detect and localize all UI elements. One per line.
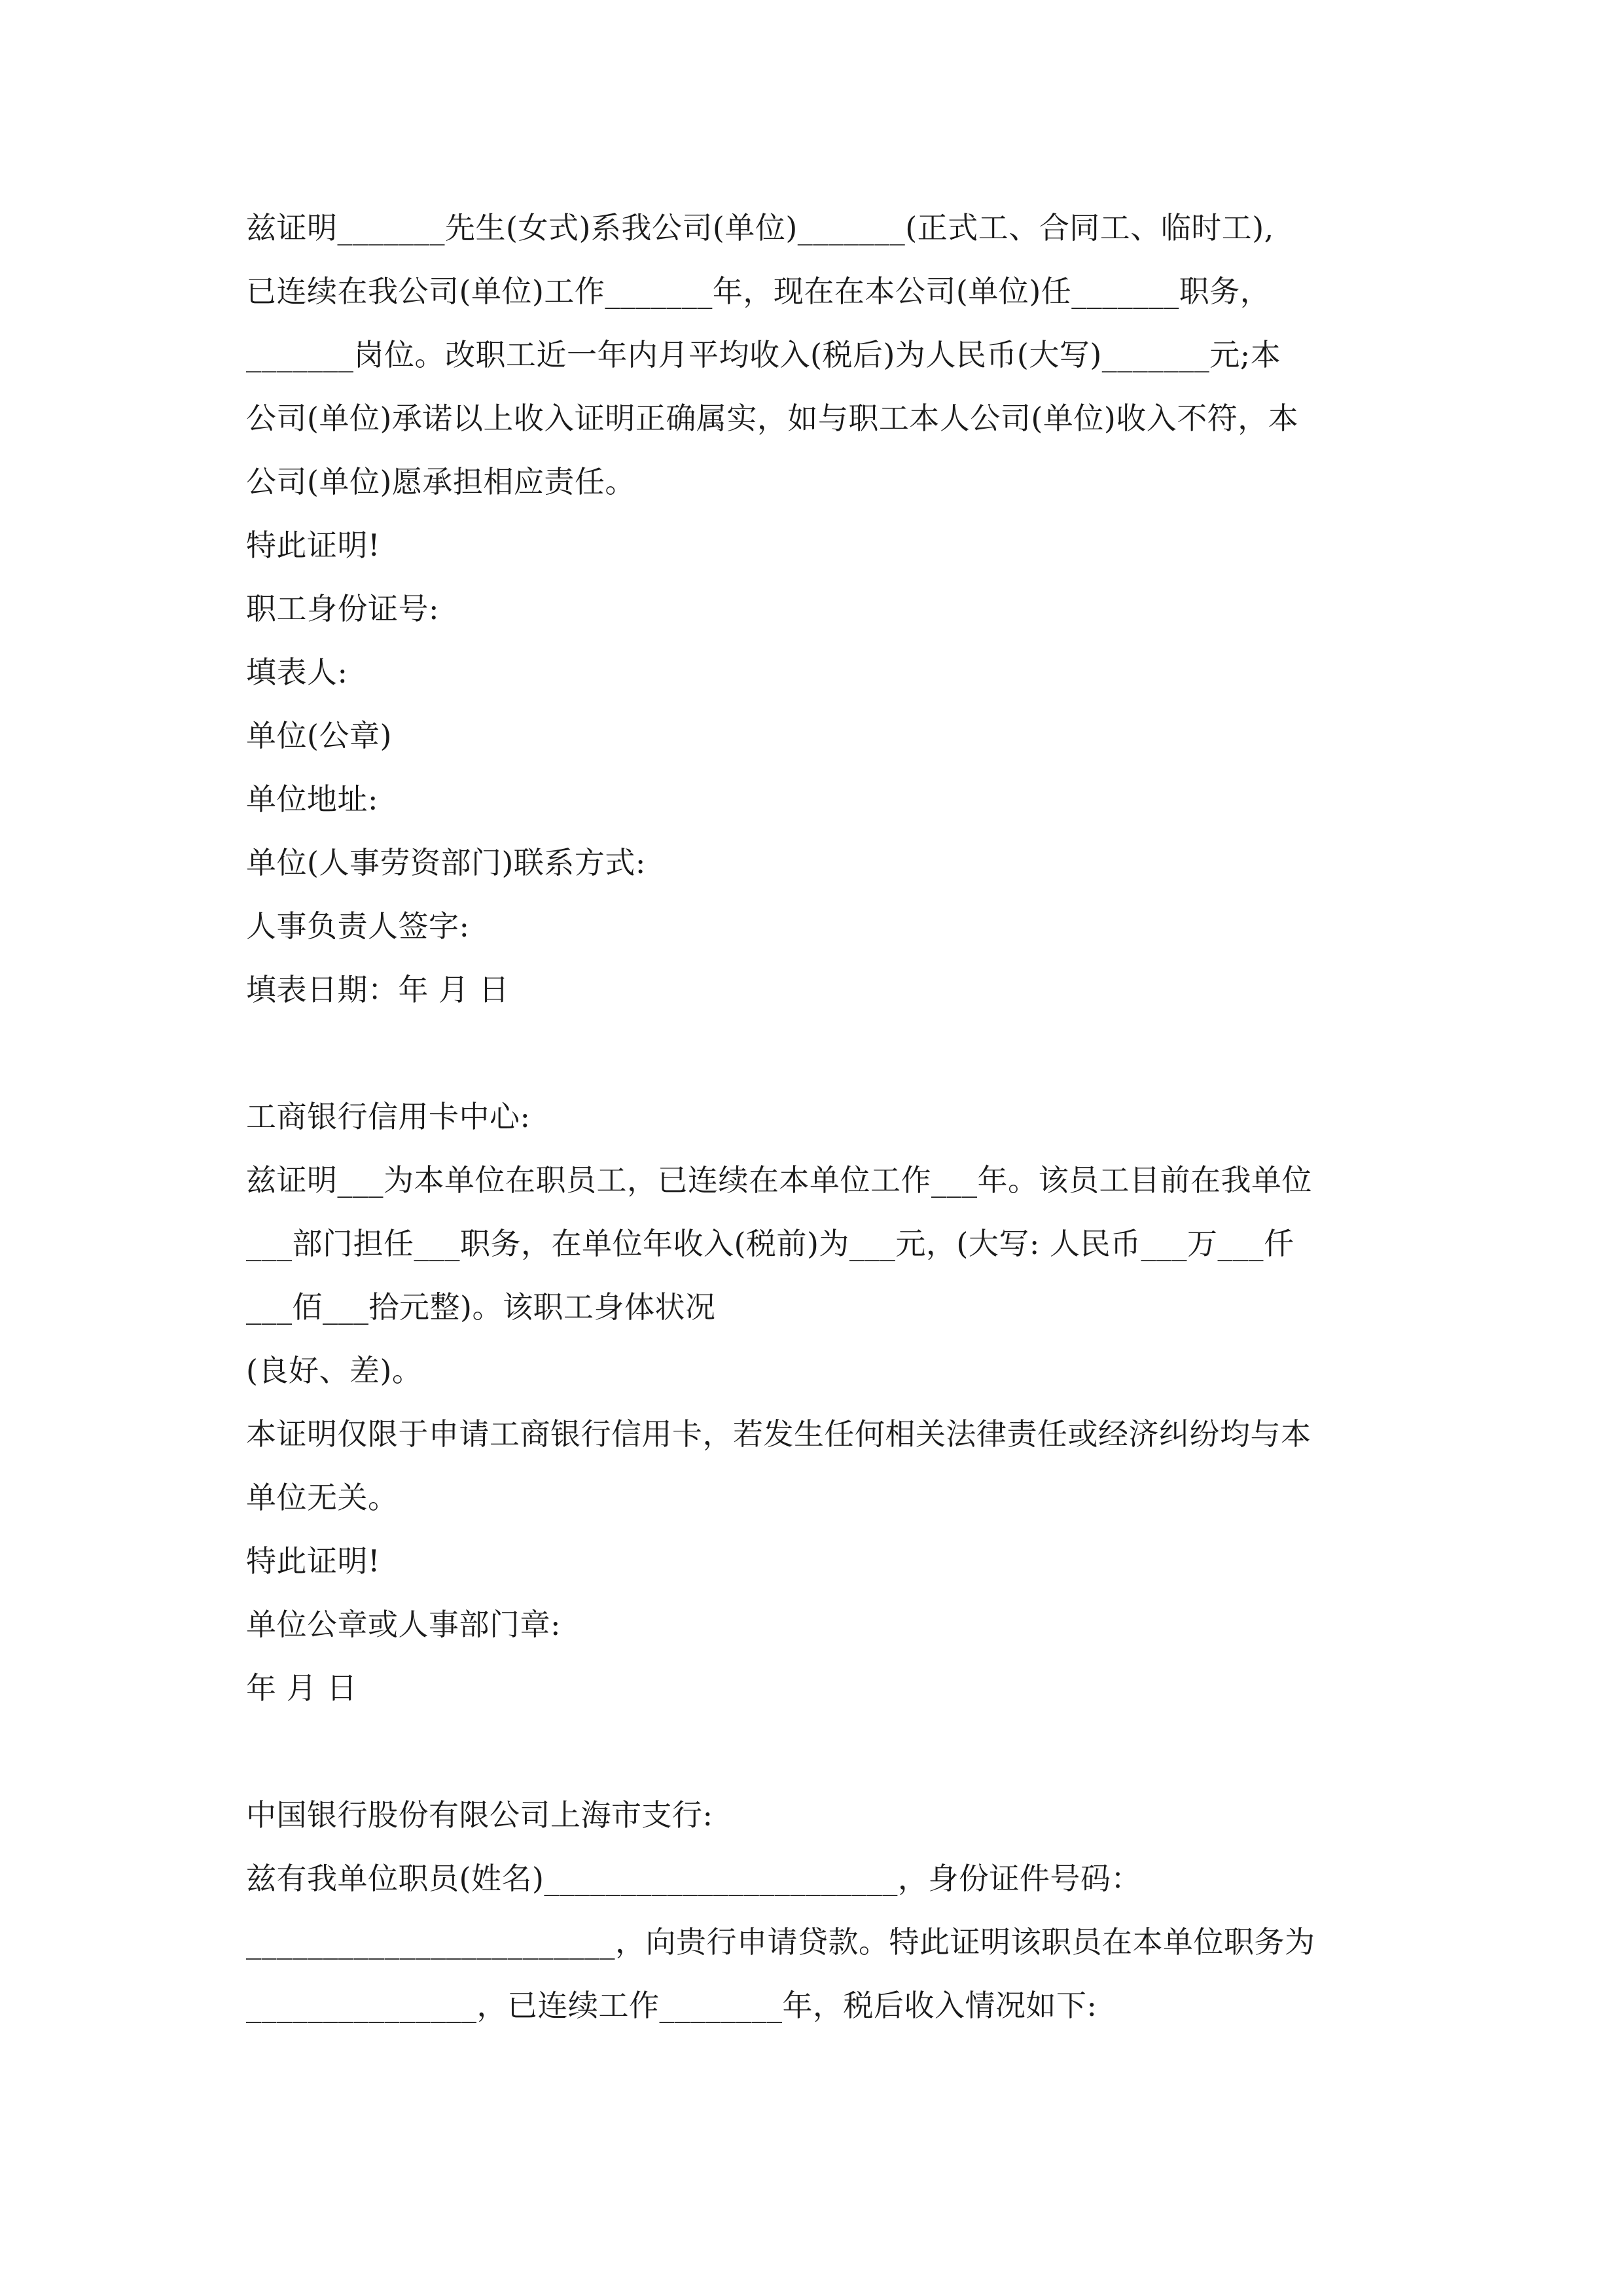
filler-field: 填表人: xyxy=(246,655,348,690)
document-body xyxy=(246,196,1385,2037)
cert-line: ___佰___拾元整)。该职工身体状况 xyxy=(246,1289,716,1325)
cert-line: 单位无关。 xyxy=(246,1480,399,1515)
cert-line: 公司(单位)愿承担相应责任。 xyxy=(246,464,635,499)
cert-line: 兹有我单位职员(姓名)_______________________，身份证件号码： xyxy=(246,1861,1141,1896)
cert-line: 公司(单位)承诺以上收入证明正确属实，如与职工本人公司(单位)收入不符，本 xyxy=(246,401,1299,436)
cert-line: 本证明仅限于申请工商银行信用卡，若发生任何相关法律责任或经济纠纷均与本 xyxy=(246,1416,1311,1452)
addressee: 中国银行股份有限公司上海市支行: xyxy=(246,1797,713,1833)
boc-loan-certificate xyxy=(246,1784,1385,2037)
cert-line: 兹证明_______先生(女式)系我公司(单位)_______(正式工、合同工、临时工), xyxy=(246,210,1274,245)
closing-statement: 特此证明! xyxy=(246,1543,380,1579)
cert-line: 已连续在我公司(单位)工作_______年，现在在本公司(单位)任_______职务， xyxy=(246,274,1271,309)
company-address-field: 单位地址: xyxy=(246,781,378,817)
cert-line: _______岗位。改职工近一年内月平均收入(税后)为人民币(大写)_______元;本 xyxy=(246,337,1281,372)
addressee: 工商银行信用卡中心: xyxy=(246,1099,531,1134)
cert-line: _______________，已连续工作________年，税后收入情况如下: xyxy=(246,1988,1097,2023)
company-seal-field: 单位(公章) xyxy=(246,718,392,753)
id-number-field: 职工身份证号: xyxy=(246,591,439,626)
section-spacer xyxy=(246,1720,1385,1784)
cert-line: ___部门担任___职务，在单位年收入(税前)为___元，(大写: 人民币___万___仟 xyxy=(246,1226,1294,1261)
cert-line: ________________________，向贵行申请贷款。特此证明该职员在本单位职务为 xyxy=(246,1924,1315,1960)
cert-line: (良好、差)。 xyxy=(246,1353,423,1388)
icbc-credit-card-certificate xyxy=(246,1085,1385,1720)
income-certificate-general xyxy=(246,196,1385,1022)
cert-line: 兹证明___为本单位在职员工，已连续在本单位工作___年。该员工目前在我单位 xyxy=(246,1162,1312,1198)
closing-statement: 特此证明! xyxy=(246,528,380,563)
section-spacer xyxy=(246,1022,1385,1085)
hr-contact-field: 单位(人事劳资部门)联系方式: xyxy=(246,845,646,880)
hr-signature-field: 人事负责人签字: xyxy=(246,908,470,944)
date-field: 年 月 日 xyxy=(246,1670,357,1706)
seal-field: 单位公章或人事部门章: xyxy=(246,1607,561,1642)
fill-date-field: 填表日期：年 月 日 xyxy=(246,972,510,1007)
